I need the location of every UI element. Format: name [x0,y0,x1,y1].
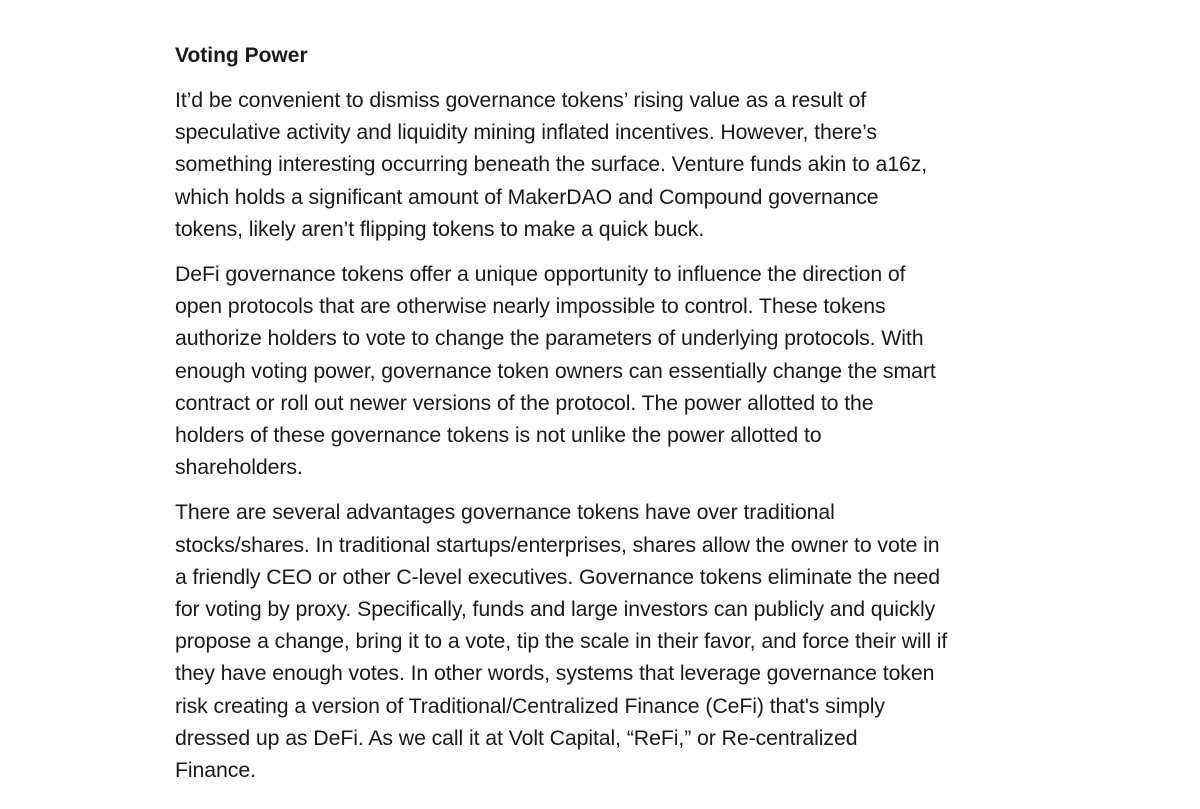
paragraph-line: which holds a significant amount of MakerDAO and Compound governance [175,184,879,209]
paragraph-line: shareholders. [175,455,303,480]
paragraph-line: risk creating a version of Traditional/Centralized Finance (CeFi) that's simply [175,693,885,718]
paragraph-line: open protocols that are otherwise nearly impossible to control. These tokens [175,294,886,319]
paragraph-line: Finance. [175,758,256,783]
paragraph-line: holders of these governance tokens is not unlike the power allotted to [175,423,822,448]
paragraph-line: tokens, likely aren’t flipping tokens to make a quick buck. [175,216,705,241]
paragraph-line: It’d be convenient to dismiss governance tokens’ rising value as a result of [175,88,867,112]
paragraph-2 [175,258,1025,483]
paragraph-line: contract or roll out newer versions of the protocol. The power allotted to the [175,390,874,415]
paragraph-1 [175,84,1025,245]
paragraph-3 [175,496,1025,786]
article-body [175,40,1025,799]
section-heading: Voting Power [175,44,308,67]
paragraph-line: stocks/shares. In traditional startups/enterprises, shares allow the owner to vote in [175,532,940,557]
paragraph-line: they have enough votes. In other words, systems that leverage governance token [175,661,935,686]
paragraph-line: authorize holders to vote to change the parameters of underlying protocols. With [175,326,924,351]
paragraph-line: dressed up as DeFi. As we call it at Volt Capital, “ReFi,” or Re-centralized [175,725,858,750]
paragraph-line: for voting by proxy. Specifically, funds and large investors can publicly and quickly [175,597,936,622]
paragraph-line: speculative activity and liquidity mining inflated incentives. However, there’s [175,120,877,145]
paragraph-line: something interesting occurring beneath the surface. Venture funds akin to a16z, [175,152,928,177]
paragraph-line: There are several advantages governance tokens have over traditional [175,500,835,525]
paragraph-line: a friendly CEO or other C-level executives. Governance tokens eliminate the need [175,564,941,589]
paragraph-line: propose a change, bring it to a vote, tip the scale in their favor, and force their will if [175,629,948,654]
paragraph-line: enough voting power, governance token owners can essentially change the smart [175,358,936,383]
paragraph-line: DeFi governance tokens offer a unique opportunity to influence the direction of [175,262,906,287]
